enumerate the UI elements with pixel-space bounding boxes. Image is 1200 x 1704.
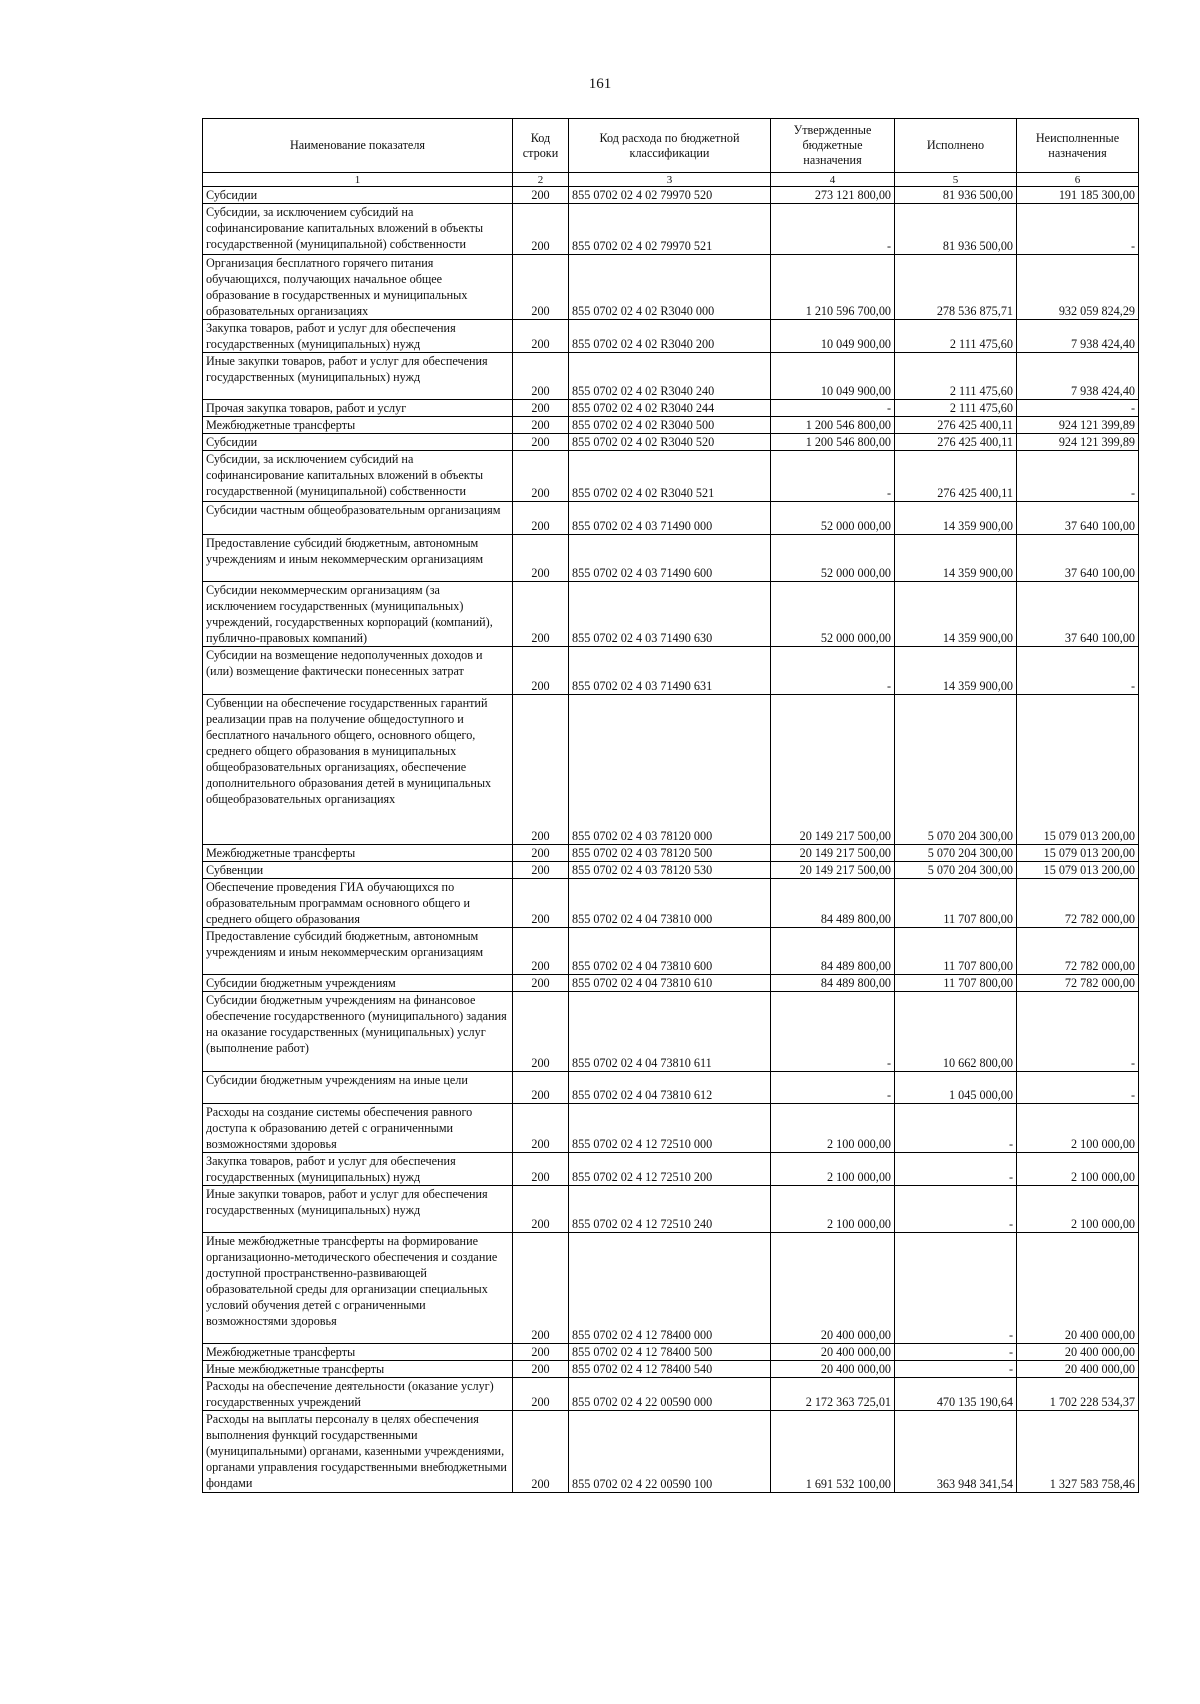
row-unexecuted: 924 121 399,89	[1017, 434, 1139, 451]
row-kbk: 855 0702 02 4 12 72510 200	[569, 1153, 771, 1186]
table-row	[203, 1344, 1139, 1361]
row-code: 200	[513, 879, 569, 928]
row-code: 200	[513, 204, 569, 255]
row-code: 200	[513, 535, 569, 582]
row-executed: 11 707 800,00	[895, 879, 1017, 928]
row-approved: 20 149 217 500,00	[771, 862, 895, 879]
header-code: Код строки	[513, 119, 569, 173]
row-code: 200	[513, 502, 569, 535]
row-kbk: 855 0702 02 4 04 73810 612	[569, 1072, 771, 1104]
row-approved: 84 489 800,00	[771, 879, 895, 928]
row-executed: 5 070 204 300,00	[895, 695, 1017, 845]
row-name: Предоставление субсидий бюджетным, автономным учреждениям и иным некоммерческим организациям	[203, 928, 513, 975]
table-row	[203, 1153, 1139, 1186]
row-executed: 470 135 190,64	[895, 1378, 1017, 1411]
table-row	[203, 1411, 1139, 1493]
table-row	[203, 845, 1139, 862]
table-row	[203, 1233, 1139, 1344]
table-row	[203, 647, 1139, 695]
table-row	[203, 320, 1139, 353]
row-unexecuted: -	[1017, 647, 1139, 695]
row-unexecuted: 1 327 583 758,46	[1017, 1411, 1139, 1493]
row-approved: -	[771, 992, 895, 1072]
row-unexecuted: 2 100 000,00	[1017, 1153, 1139, 1186]
table-row	[203, 502, 1139, 535]
row-kbk: 855 0702 02 4 03 78120 530	[569, 862, 771, 879]
row-name: Субсидии частным общеобразовательным организациям	[203, 502, 513, 535]
row-executed: 10 662 800,00	[895, 992, 1017, 1072]
row-approved: 10 049 900,00	[771, 353, 895, 400]
row-name: Прочая закупка товаров, работ и услуг	[203, 400, 513, 417]
row-name: Субсидии некоммерческим организациям (за исключением государственных (муниципальных) учреждений, государственных корпораций (компаний), публично-правовых компаний)	[203, 582, 513, 647]
row-kbk: 855 0702 02 4 12 72510 240	[569, 1186, 771, 1233]
row-kbk: 855 0702 02 4 02 R3040 244	[569, 400, 771, 417]
row-name: Иные закупки товаров, работ и услуг для обеспечения государственных (муниципальных) нужд	[203, 1186, 513, 1233]
row-executed: 81 936 500,00	[895, 187, 1017, 204]
row-name: Субсидии бюджетным учреждениям	[203, 975, 513, 992]
row-name: Межбюджетные трансферты	[203, 845, 513, 862]
row-kbk: 855 0702 02 4 02 R3040 520	[569, 434, 771, 451]
row-unexecuted: 20 400 000,00	[1017, 1344, 1139, 1361]
row-unexecuted: 72 782 000,00	[1017, 879, 1139, 928]
row-code: 200	[513, 417, 569, 434]
row-code: 200	[513, 862, 569, 879]
row-approved: -	[771, 451, 895, 502]
row-executed: 14 359 900,00	[895, 647, 1017, 695]
row-code: 200	[513, 647, 569, 695]
row-executed: -	[895, 1186, 1017, 1233]
row-unexecuted: 15 079 013 200,00	[1017, 862, 1139, 879]
row-kbk: 855 0702 02 4 12 78400 000	[569, 1233, 771, 1344]
row-executed: -	[895, 1104, 1017, 1153]
table-row	[203, 928, 1139, 975]
row-approved: 1 200 546 800,00	[771, 434, 895, 451]
table-row	[203, 975, 1139, 992]
row-approved: -	[771, 647, 895, 695]
row-executed: 363 948 341,54	[895, 1411, 1017, 1493]
row-code: 200	[513, 1186, 569, 1233]
row-kbk: 855 0702 02 4 02 79970 520	[569, 187, 771, 204]
row-approved: 20 149 217 500,00	[771, 695, 895, 845]
table-row	[203, 582, 1139, 647]
row-code: 200	[513, 187, 569, 204]
column-number: 1	[203, 173, 513, 187]
row-code: 200	[513, 1361, 569, 1378]
table-row	[203, 695, 1139, 845]
row-unexecuted: -	[1017, 204, 1139, 255]
row-code: 200	[513, 434, 569, 451]
row-unexecuted: 20 400 000,00	[1017, 1361, 1139, 1378]
row-executed: -	[895, 1153, 1017, 1186]
row-executed: -	[895, 1233, 1017, 1344]
row-name: Обеспечение проведения ГИА обучающихся по образовательным программам основного общего и среднего общего образования	[203, 879, 513, 928]
row-kbk: 855 0702 02 4 02 R3040 200	[569, 320, 771, 353]
row-name: Субсидии бюджетным учреждениям на финансовое обеспечение государственного (муниципального) задания на оказание государственных (муниципальных) услуг (выполнение работ)	[203, 992, 513, 1072]
row-kbk: 855 0702 02 4 03 71490 630	[569, 582, 771, 647]
row-approved: 1 210 596 700,00	[771, 255, 895, 320]
row-unexecuted: -	[1017, 992, 1139, 1072]
table-row	[203, 255, 1139, 320]
row-code: 200	[513, 1233, 569, 1344]
table-row	[203, 1361, 1139, 1378]
row-kbk: 855 0702 02 4 04 73810 610	[569, 975, 771, 992]
table-row	[203, 434, 1139, 451]
row-unexecuted: 932 059 824,29	[1017, 255, 1139, 320]
row-unexecuted: 924 121 399,89	[1017, 417, 1139, 434]
column-number: 6	[1017, 173, 1139, 187]
row-unexecuted: 7 938 424,40	[1017, 353, 1139, 400]
row-name: Субвенции	[203, 862, 513, 879]
column-number-row	[203, 173, 1139, 187]
row-approved: 2 100 000,00	[771, 1104, 895, 1153]
table-row	[203, 204, 1139, 255]
table-row	[203, 417, 1139, 434]
row-approved: 2 100 000,00	[771, 1186, 895, 1233]
row-name: Организация бесплатного горячего питания обучающихся, получающих начальное общее образование в государственных и муниципальных образовательных организациях	[203, 255, 513, 320]
row-approved: 20 400 000,00	[771, 1233, 895, 1344]
row-kbk: 855 0702 02 4 02 R3040 521	[569, 451, 771, 502]
row-executed: 5 070 204 300,00	[895, 845, 1017, 862]
row-approved: 52 000 000,00	[771, 502, 895, 535]
row-name: Субсидии	[203, 434, 513, 451]
row-code: 200	[513, 582, 569, 647]
table-body	[203, 187, 1139, 1493]
row-executed: 14 359 900,00	[895, 502, 1017, 535]
row-code: 200	[513, 845, 569, 862]
row-kbk: 855 0702 02 4 02 R3040 000	[569, 255, 771, 320]
table-row	[203, 1378, 1139, 1411]
row-name: Межбюджетные трансферты	[203, 1344, 513, 1361]
row-executed: 11 707 800,00	[895, 928, 1017, 975]
column-number: 2	[513, 173, 569, 187]
row-code: 200	[513, 975, 569, 992]
row-code: 200	[513, 695, 569, 845]
table-row	[203, 1104, 1139, 1153]
row-approved: 84 489 800,00	[771, 975, 895, 992]
table-row	[203, 451, 1139, 502]
row-unexecuted: 191 185 300,00	[1017, 187, 1139, 204]
row-unexecuted: 37 640 100,00	[1017, 535, 1139, 582]
row-executed: -	[895, 1344, 1017, 1361]
row-approved: 84 489 800,00	[771, 928, 895, 975]
row-executed: 276 425 400,11	[895, 451, 1017, 502]
row-approved: 10 049 900,00	[771, 320, 895, 353]
row-approved: 2 172 363 725,01	[771, 1378, 895, 1411]
row-code: 200	[513, 1104, 569, 1153]
row-unexecuted: 7 938 424,40	[1017, 320, 1139, 353]
table-row	[203, 1072, 1139, 1104]
row-kbk: 855 0702 02 4 04 73810 611	[569, 992, 771, 1072]
row-code: 200	[513, 992, 569, 1072]
row-approved: 52 000 000,00	[771, 535, 895, 582]
column-number: 4	[771, 173, 895, 187]
row-kbk: 855 0702 02 4 04 73810 000	[569, 879, 771, 928]
table-row	[203, 879, 1139, 928]
row-kbk: 855 0702 02 4 03 78120 500	[569, 845, 771, 862]
row-unexecuted: -	[1017, 400, 1139, 417]
row-name: Закупка товаров, работ и услуг для обеспечения государственных (муниципальных) нужд	[203, 320, 513, 353]
table-row	[203, 1186, 1139, 1233]
budget-execution-table	[202, 118, 1139, 1493]
row-executed: 81 936 500,00	[895, 204, 1017, 255]
row-unexecuted: 1 702 228 534,37	[1017, 1378, 1139, 1411]
row-executed: 14 359 900,00	[895, 582, 1017, 647]
row-approved: 20 400 000,00	[771, 1361, 895, 1378]
row-approved: -	[771, 1072, 895, 1104]
table-row	[203, 535, 1139, 582]
row-code: 200	[513, 1344, 569, 1361]
row-executed: 1 045 000,00	[895, 1072, 1017, 1104]
table-header-row	[203, 119, 1139, 173]
row-unexecuted: 37 640 100,00	[1017, 582, 1139, 647]
row-unexecuted: 2 100 000,00	[1017, 1104, 1139, 1153]
row-executed: 2 111 475,60	[895, 353, 1017, 400]
table-row	[203, 862, 1139, 879]
row-kbk: 855 0702 02 4 22 00590 100	[569, 1411, 771, 1493]
row-unexecuted: 15 079 013 200,00	[1017, 845, 1139, 862]
row-code: 200	[513, 353, 569, 400]
row-approved: 20 400 000,00	[771, 1344, 895, 1361]
row-name: Межбюджетные трансферты	[203, 417, 513, 434]
row-name: Субсидии	[203, 187, 513, 204]
header-name: Наименование показателя	[203, 119, 513, 173]
header-approved: Утвержденные бюджетные назначения	[771, 119, 895, 173]
row-name: Субсидии, за исключением субсидий на софинансирование капитальных вложений в объекты государственной (муниципальной) собственности	[203, 451, 513, 502]
row-executed: 2 111 475,60	[895, 400, 1017, 417]
row-unexecuted: 72 782 000,00	[1017, 928, 1139, 975]
row-code: 200	[513, 400, 569, 417]
row-name: Иные закупки товаров, работ и услуг для обеспечения государственных (муниципальных) нужд	[203, 353, 513, 400]
row-unexecuted: 2 100 000,00	[1017, 1186, 1139, 1233]
row-kbk: 855 0702 02 4 02 79970 521	[569, 204, 771, 255]
row-code: 200	[513, 928, 569, 975]
row-approved: -	[771, 204, 895, 255]
row-kbk: 855 0702 02 4 22 00590 000	[569, 1378, 771, 1411]
row-executed: 14 359 900,00	[895, 535, 1017, 582]
row-approved: -	[771, 400, 895, 417]
row-kbk: 855 0702 02 4 03 71490 000	[569, 502, 771, 535]
row-executed: 278 536 875,71	[895, 255, 1017, 320]
row-code: 200	[513, 451, 569, 502]
row-name: Субвенции на обеспечение государственных гарантий реализации прав на получение общедоступного и бесплатного начального общего, основного общего, среднего общего образования в муниципальных общеобразовательных организациях, обеспечение дополнительного образования детей в муниципальных общеобразовательных организациях	[203, 695, 513, 845]
row-kbk: 855 0702 02 4 04 73810 600	[569, 928, 771, 975]
column-number: 3	[569, 173, 771, 187]
row-executed: -	[895, 1361, 1017, 1378]
row-name: Субсидии, за исключением субсидий на софинансирование капитальных вложений в объекты государственной (муниципальной) собственности	[203, 204, 513, 255]
row-kbk: 855 0702 02 4 03 71490 600	[569, 535, 771, 582]
row-name: Субсидии бюджетным учреждениям на иные цели	[203, 1072, 513, 1104]
row-name: Закупка товаров, работ и услуг для обеспечения государственных (муниципальных) нужд	[203, 1153, 513, 1186]
row-executed: 5 070 204 300,00	[895, 862, 1017, 879]
row-name: Иные межбюджетные трансферты	[203, 1361, 513, 1378]
row-code: 200	[513, 1411, 569, 1493]
row-approved: 20 149 217 500,00	[771, 845, 895, 862]
table-row	[203, 400, 1139, 417]
header-kbk: Код расхода по бюджетной классификации	[569, 119, 771, 173]
row-name: Предоставление субсидий бюджетным, автономным учреждениям и иным некоммерческим организациям	[203, 535, 513, 582]
table-row	[203, 353, 1139, 400]
row-name: Расходы на создание системы обеспечения равного доступа к образованию детей с ограниченными возможностями здоровья	[203, 1104, 513, 1153]
row-executed: 276 425 400,11	[895, 434, 1017, 451]
row-unexecuted: -	[1017, 1072, 1139, 1104]
row-executed: 276 425 400,11	[895, 417, 1017, 434]
row-code: 200	[513, 1378, 569, 1411]
row-code: 200	[513, 1153, 569, 1186]
row-code: 200	[513, 320, 569, 353]
row-approved: 2 100 000,00	[771, 1153, 895, 1186]
row-approved: 52 000 000,00	[771, 582, 895, 647]
row-name: Иные межбюджетные трансферты на формирование организационно-методического обеспечения и создание доступной пространственно-развивающей образовательной среды для организации специальных условий обучения детей с ограниченными возможностями здоровья	[203, 1233, 513, 1344]
row-kbk: 855 0702 02 4 02 R3040 500	[569, 417, 771, 434]
row-name: Субсидии на возмещение недополученных доходов и (или) возмещение фактически понесенных затрат	[203, 647, 513, 695]
header-unexecuted: Неисполненные назначения	[1017, 119, 1139, 173]
table-row	[203, 992, 1139, 1072]
header-executed: Исполнено	[895, 119, 1017, 173]
row-code: 200	[513, 1072, 569, 1104]
page-number: 161	[588, 76, 612, 92]
row-kbk: 855 0702 02 4 12 78400 540	[569, 1361, 771, 1378]
row-unexecuted: 20 400 000,00	[1017, 1233, 1139, 1344]
row-kbk: 855 0702 02 4 12 72510 000	[569, 1104, 771, 1153]
row-kbk: 855 0702 02 4 03 78120 000	[569, 695, 771, 845]
row-approved: 1 691 532 100,00	[771, 1411, 895, 1493]
row-kbk: 855 0702 02 4 02 R3040 240	[569, 353, 771, 400]
row-unexecuted: -	[1017, 451, 1139, 502]
table-row	[203, 187, 1139, 204]
row-approved: 1 200 546 800,00	[771, 417, 895, 434]
row-executed: 2 111 475,60	[895, 320, 1017, 353]
row-unexecuted: 15 079 013 200,00	[1017, 695, 1139, 845]
row-unexecuted: 37 640 100,00	[1017, 502, 1139, 535]
row-kbk: 855 0702 02 4 03 71490 631	[569, 647, 771, 695]
row-unexecuted: 72 782 000,00	[1017, 975, 1139, 992]
column-number: 5	[895, 173, 1017, 187]
row-kbk: 855 0702 02 4 12 78400 500	[569, 1344, 771, 1361]
row-code: 200	[513, 255, 569, 320]
row-executed: 11 707 800,00	[895, 975, 1017, 992]
row-approved: 273 121 800,00	[771, 187, 895, 204]
row-name: Расходы на обеспечение деятельности (оказание услуг) государственных учреждений	[203, 1378, 513, 1411]
row-name: Расходы на выплаты персоналу в целях обеспечения выполнения функций государственными (муниципальными) органами, казенными учреждениями, органами управления государственными внебюджетными фондами	[203, 1411, 513, 1493]
